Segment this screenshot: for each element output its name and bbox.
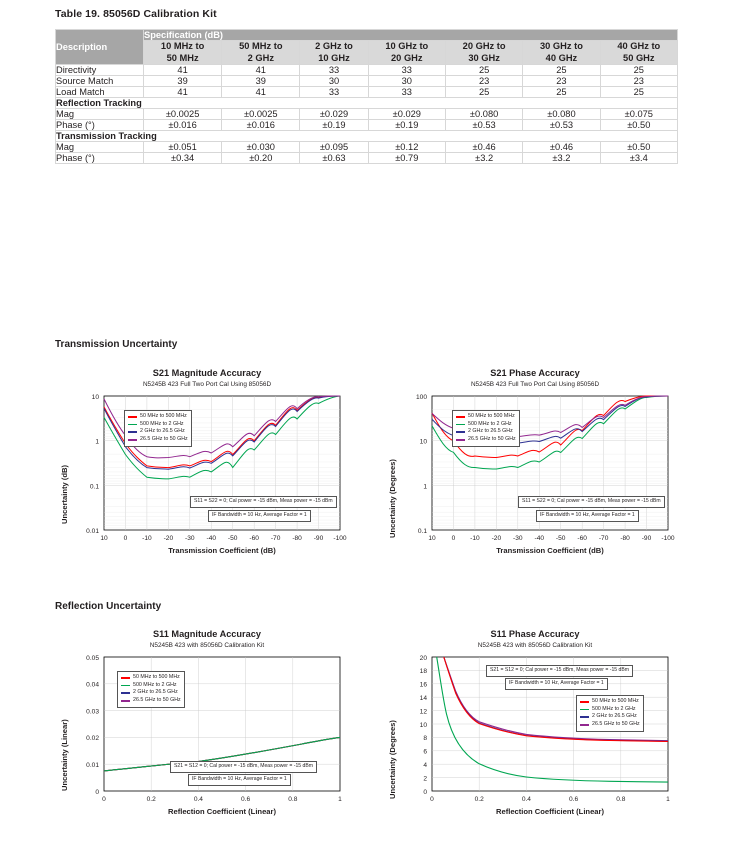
chart-annotation-1: S21 = S12 = 0; Cal power = -15 dBm, Meas power = -15 dBm bbox=[486, 665, 633, 677]
cell: ±0.080 bbox=[445, 109, 522, 120]
cell: 25 bbox=[600, 87, 677, 98]
cell: ±0.46 bbox=[445, 142, 522, 153]
cell: ±0.030 bbox=[222, 142, 300, 153]
svg-text:-50: -50 bbox=[555, 535, 566, 542]
legend-item bbox=[456, 436, 516, 444]
cell: 39 bbox=[144, 76, 222, 87]
legend-swatch-icon bbox=[128, 439, 137, 441]
table-row bbox=[56, 87, 678, 98]
svg-text:0.05: 0.05 bbox=[86, 655, 99, 662]
column-header-5-line1: 30 GHz to bbox=[540, 41, 583, 51]
chart-legend bbox=[576, 695, 644, 732]
legend-swatch-icon bbox=[580, 724, 589, 726]
chart-s11-magnitude bbox=[62, 629, 352, 816]
plot-area bbox=[62, 651, 352, 806]
svg-text:-30: -30 bbox=[185, 535, 195, 542]
svg-text:4: 4 bbox=[423, 762, 427, 769]
legend-swatch-icon bbox=[580, 716, 589, 718]
cell: ±0.0025 bbox=[144, 109, 222, 120]
legend-label: 2 GHz to 26.5 GHz bbox=[468, 428, 513, 435]
legend-swatch-icon bbox=[128, 431, 137, 433]
table-body bbox=[56, 65, 678, 164]
legend-swatch-icon bbox=[456, 431, 465, 433]
legend-label: 2 GHz to 26.5 GHz bbox=[133, 689, 178, 696]
legend-swatch-icon bbox=[121, 677, 130, 679]
table-header-row-2 bbox=[56, 41, 678, 65]
svg-text:1: 1 bbox=[95, 438, 99, 446]
legend-label: 26.5 GHz to 50 GHz bbox=[468, 436, 516, 443]
table-header-row-1 bbox=[56, 30, 678, 41]
legend-item bbox=[121, 697, 181, 705]
cell: ±0.016 bbox=[222, 120, 300, 131]
column-header-1-line1: 50 MHz to bbox=[239, 41, 283, 51]
cell: ±0.79 bbox=[368, 153, 445, 164]
header-specification: Specification (dB) bbox=[144, 30, 678, 41]
chart-annotation-1: S11 = S22 = 0; Cal power = -15 dBm, Meas power = -15 dBm bbox=[190, 496, 337, 508]
svg-text:10: 10 bbox=[419, 721, 427, 729]
column-header-6-line1: 40 GHz to bbox=[617, 41, 661, 51]
cell: ±0.0025 bbox=[222, 109, 300, 120]
chart-title: S21 Phase Accuracy bbox=[490, 368, 580, 378]
column-header-6 bbox=[600, 41, 677, 65]
legend-label: 50 MHz to 500 MHz bbox=[468, 413, 515, 419]
svg-text:0.2: 0.2 bbox=[474, 796, 484, 803]
svg-text:-90: -90 bbox=[313, 535, 324, 542]
svg-text:0.1: 0.1 bbox=[89, 483, 99, 491]
cell: 33 bbox=[300, 87, 368, 98]
svg-text:0.4: 0.4 bbox=[193, 796, 203, 803]
svg-text:-100: -100 bbox=[333, 535, 347, 542]
cell: ±0.075 bbox=[600, 109, 677, 120]
legend-swatch-icon bbox=[456, 416, 465, 418]
svg-text:10: 10 bbox=[419, 438, 427, 446]
svg-text:20: 20 bbox=[419, 655, 427, 662]
cell: ±0.19 bbox=[368, 120, 445, 131]
legend-swatch-icon bbox=[121, 685, 130, 687]
column-header-5 bbox=[523, 41, 600, 65]
legend-item bbox=[580, 721, 640, 729]
legend-label: 500 MHz to 2 GHz bbox=[592, 705, 636, 712]
svg-text:-50: -50 bbox=[227, 535, 238, 542]
chart-subtitle: N5245B 423 Full Two Port Cal Using 85056D bbox=[470, 381, 600, 388]
legend-item bbox=[128, 428, 188, 436]
column-header-6-line2: 50 GHz bbox=[623, 52, 655, 63]
svg-text:-70: -70 bbox=[270, 535, 281, 542]
chart-annotation-2: IF Bandwidth = 10 Hz, Average Factor = 1 bbox=[188, 774, 291, 786]
cell: 30 bbox=[368, 76, 445, 87]
cell: 33 bbox=[368, 65, 445, 76]
x-axis-label: Reflection Coefficient (Linear) bbox=[167, 807, 276, 816]
legend-swatch-icon bbox=[121, 692, 130, 694]
svg-text:10: 10 bbox=[428, 535, 436, 542]
legend-item bbox=[456, 421, 516, 429]
row-label: Phase (°) bbox=[56, 153, 144, 164]
table-row bbox=[56, 142, 678, 153]
table-row bbox=[56, 76, 678, 87]
chart-annotation-1: S21 = S12 = 0; Cal power = -15 dBm, Meas power = -15 dBm bbox=[170, 761, 317, 773]
cell: 23 bbox=[523, 76, 600, 87]
table-title: Table 19. 85056D Calibration Kit bbox=[55, 8, 217, 20]
svg-text:12: 12 bbox=[419, 708, 427, 716]
cell: 25 bbox=[600, 65, 677, 76]
svg-text:1: 1 bbox=[423, 483, 427, 491]
column-header-0-line2: 50 MHz bbox=[166, 52, 199, 63]
column-header-1 bbox=[222, 41, 300, 65]
chart-s21-phase bbox=[390, 368, 680, 555]
row-label: Source Match bbox=[56, 76, 144, 87]
column-header-0-line1: 10 MHz to bbox=[160, 41, 205, 51]
y-axis-label: Uncertainty (Linear) bbox=[60, 719, 69, 791]
y-axis-label: Uncertainty (Degrees) bbox=[388, 720, 397, 799]
legend-label: 50 MHz to 500 MHz bbox=[140, 413, 187, 419]
cell: 25 bbox=[523, 65, 600, 76]
svg-text:6: 6 bbox=[423, 748, 427, 756]
y-axis-label: Uncertainty (Degrees) bbox=[388, 459, 397, 538]
section-label: Transmission Tracking bbox=[56, 131, 678, 142]
legend-label: 500 MHz to 2 GHz bbox=[133, 681, 177, 688]
cell: ±0.50 bbox=[600, 120, 677, 131]
cell: 33 bbox=[300, 65, 368, 76]
legend-swatch-icon bbox=[128, 416, 137, 418]
cell: 33 bbox=[368, 87, 445, 98]
svg-text:18: 18 bbox=[419, 668, 427, 676]
svg-text:0.6: 0.6 bbox=[241, 796, 251, 803]
cell: ±0.63 bbox=[300, 153, 368, 164]
svg-text:-10: -10 bbox=[470, 535, 480, 542]
cell: ±0.029 bbox=[368, 109, 445, 120]
x-axis-label: Transmission Coefficient (dB) bbox=[168, 546, 276, 555]
chart-annotation-1: S11 = S22 = 0; Cal power = -15 dBm, Meas power = -15 dBm bbox=[518, 496, 665, 508]
column-header-4-line2: 30 GHz bbox=[468, 52, 500, 63]
plot-area bbox=[390, 651, 680, 806]
cell: 41 bbox=[144, 65, 222, 76]
legend-label: 26.5 GHz to 50 GHz bbox=[133, 697, 181, 704]
legend-item bbox=[128, 436, 188, 444]
svg-text:10: 10 bbox=[100, 535, 108, 542]
cell: 23 bbox=[600, 76, 677, 87]
cell: ±0.051 bbox=[144, 142, 222, 153]
row-label: Directivity bbox=[56, 65, 144, 76]
plot-svg bbox=[390, 390, 680, 545]
table-row bbox=[56, 153, 678, 164]
chart-subtitle: N5245B 423 with 85056D Calibration Kit bbox=[477, 642, 593, 649]
legend-label: 2 GHz to 26.5 GHz bbox=[592, 713, 637, 720]
svg-text:0.02: 0.02 bbox=[86, 735, 99, 743]
chart-subtitle: N5245B 423 with 85056D Calibration Kit bbox=[149, 642, 265, 649]
cell: ±3.2 bbox=[523, 153, 600, 164]
x-axis-label: Reflection Coefficient (Linear) bbox=[495, 807, 604, 816]
row-label: Mag bbox=[56, 109, 144, 120]
legend-label: 26.5 GHz to 50 GHz bbox=[592, 721, 640, 728]
row-label: Mag bbox=[56, 142, 144, 153]
chart-title: S11 Magnitude Accuracy bbox=[153, 629, 261, 639]
cell: 30 bbox=[300, 76, 368, 87]
svg-text:-20: -20 bbox=[491, 535, 502, 542]
legend-item bbox=[128, 421, 188, 429]
svg-text:1: 1 bbox=[338, 796, 342, 803]
svg-text:0.6: 0.6 bbox=[569, 796, 579, 803]
svg-text:100: 100 bbox=[415, 394, 427, 401]
cell: ±0.19 bbox=[300, 120, 368, 131]
svg-text:14: 14 bbox=[419, 695, 427, 702]
svg-text:1: 1 bbox=[666, 796, 670, 803]
column-header-2-line1: 2 GHz to bbox=[315, 41, 353, 51]
cell: 23 bbox=[445, 76, 522, 87]
cell: ±3.4 bbox=[600, 153, 677, 164]
plot-area bbox=[62, 390, 352, 545]
cell: 25 bbox=[445, 65, 522, 76]
table-head bbox=[56, 30, 678, 65]
legend-label: 26.5 GHz to 50 GHz bbox=[140, 436, 188, 443]
legend-item bbox=[128, 413, 188, 421]
cell: ±0.080 bbox=[523, 109, 600, 120]
svg-text:8: 8 bbox=[423, 735, 427, 743]
chart-annotation-2: IF Bandwidth = 10 Hz, Average Factor = 1 bbox=[536, 510, 639, 522]
legend-item bbox=[456, 413, 516, 421]
svg-text:0.01: 0.01 bbox=[86, 762, 99, 769]
legend-swatch-icon bbox=[121, 700, 130, 702]
header-description: Description bbox=[56, 30, 144, 65]
svg-text:0: 0 bbox=[451, 535, 456, 542]
column-header-4 bbox=[445, 41, 522, 65]
reflection-uncertainty-heading: Reflection Uncertainty bbox=[55, 601, 162, 612]
cell: ±0.029 bbox=[300, 109, 368, 120]
svg-text:-40: -40 bbox=[206, 535, 217, 542]
table-section-row bbox=[56, 98, 678, 109]
chart-title: S11 Phase Accuracy bbox=[490, 629, 580, 639]
svg-text:-40: -40 bbox=[534, 535, 545, 542]
legend-swatch-icon bbox=[580, 709, 589, 711]
svg-text:-60: -60 bbox=[577, 535, 587, 542]
table-row bbox=[56, 65, 678, 76]
calibration-kit-table bbox=[55, 29, 678, 164]
legend-label: 50 MHz to 500 MHz bbox=[592, 698, 639, 704]
cell: ±0.53 bbox=[445, 120, 522, 131]
column-header-3 bbox=[368, 41, 445, 65]
legend-swatch-icon bbox=[456, 439, 465, 441]
svg-text:0: 0 bbox=[423, 789, 427, 796]
legend-swatch-icon bbox=[580, 701, 589, 703]
legend-item bbox=[121, 689, 181, 697]
svg-text:16: 16 bbox=[419, 681, 427, 689]
svg-text:0.04: 0.04 bbox=[86, 681, 99, 689]
legend-item bbox=[121, 674, 181, 682]
svg-text:0.8: 0.8 bbox=[288, 796, 298, 803]
svg-text:-20: -20 bbox=[163, 535, 174, 542]
y-axis-label: Uncertainty (dB) bbox=[60, 464, 69, 524]
chart-title: S21 Magnitude Accuracy bbox=[152, 368, 262, 378]
legend-item bbox=[580, 706, 640, 714]
section-label: Reflection Tracking bbox=[56, 98, 678, 109]
legend-label: 2 GHz to 26.5 GHz bbox=[140, 428, 185, 435]
cell: 25 bbox=[523, 87, 600, 98]
cell: ±0.12 bbox=[368, 142, 445, 153]
chart-s11-phase bbox=[390, 629, 680, 816]
svg-text:-70: -70 bbox=[598, 535, 609, 542]
svg-text:0.2: 0.2 bbox=[146, 796, 156, 803]
column-header-2 bbox=[300, 41, 368, 65]
table-row bbox=[56, 109, 678, 120]
svg-text:0: 0 bbox=[430, 796, 434, 803]
chart-legend bbox=[117, 671, 185, 708]
cell: ±0.53 bbox=[523, 120, 600, 131]
column-header-5-line2: 40 GHz bbox=[545, 52, 578, 63]
legend-item bbox=[456, 428, 516, 436]
row-label: Load Match bbox=[56, 87, 144, 98]
column-header-1-line2: 2 GHz bbox=[247, 52, 274, 63]
legend-swatch-icon bbox=[456, 424, 465, 426]
legend-label: 500 MHz to 2 GHz bbox=[140, 420, 184, 427]
legend-label: 500 MHz to 2 GHz bbox=[468, 420, 512, 427]
svg-text:-80: -80 bbox=[292, 535, 302, 542]
svg-text:0: 0 bbox=[95, 789, 99, 796]
svg-text:0: 0 bbox=[102, 796, 106, 803]
legend-item bbox=[121, 682, 181, 690]
svg-text:-10: -10 bbox=[142, 535, 152, 542]
x-axis-label: Transmission Coefficient (dB) bbox=[496, 546, 604, 555]
cell: 25 bbox=[445, 87, 522, 98]
row-label: Phase (°) bbox=[56, 120, 144, 131]
cell: ±0.095 bbox=[300, 142, 368, 153]
chart-legend bbox=[452, 410, 520, 447]
column-header-3-line1: 10 GHz to bbox=[385, 41, 429, 51]
cell: ±0.46 bbox=[523, 142, 600, 153]
chart-annotation-2: IF Bandwidth = 10 Hz, Average Factor = 1 bbox=[505, 678, 608, 690]
svg-text:0: 0 bbox=[123, 535, 128, 542]
column-header-0 bbox=[144, 41, 222, 65]
chart-legend bbox=[124, 410, 192, 447]
column-header-2-line2: 10 GHz bbox=[318, 52, 350, 63]
legend-swatch-icon bbox=[128, 424, 137, 426]
svg-text:0.03: 0.03 bbox=[86, 708, 99, 716]
svg-text:-90: -90 bbox=[641, 535, 652, 542]
legend-label: 50 MHz to 500 MHz bbox=[133, 674, 180, 680]
svg-text:0.8: 0.8 bbox=[616, 796, 626, 803]
svg-text:0.01: 0.01 bbox=[86, 528, 99, 535]
cell: ±0.016 bbox=[144, 120, 222, 131]
cell: 41 bbox=[144, 87, 222, 98]
svg-text:-60: -60 bbox=[249, 535, 259, 542]
svg-text:-80: -80 bbox=[620, 535, 630, 542]
column-header-4-line1: 20 GHz to bbox=[462, 41, 506, 51]
legend-item bbox=[580, 698, 640, 706]
legend-item bbox=[580, 713, 640, 721]
table-section-row bbox=[56, 131, 678, 142]
svg-text:0.1: 0.1 bbox=[417, 528, 427, 535]
transmission-uncertainty-heading: Transmission Uncertainty bbox=[55, 339, 178, 350]
cell: 39 bbox=[222, 76, 300, 87]
cell: ±0.34 bbox=[144, 153, 222, 164]
svg-text:0.4: 0.4 bbox=[521, 796, 531, 803]
svg-text:-30: -30 bbox=[513, 535, 523, 542]
chart-s21-magnitude bbox=[62, 368, 352, 555]
svg-text:10: 10 bbox=[91, 394, 99, 401]
cell: ±3.2 bbox=[445, 153, 522, 164]
column-header-3-line2: 20 GHz bbox=[391, 52, 423, 63]
chart-subtitle: N5245B 423 Full Two Port Cal Using 85056D bbox=[142, 381, 272, 388]
plot-area bbox=[390, 390, 680, 545]
svg-text:-100: -100 bbox=[661, 535, 675, 542]
plot-svg bbox=[62, 390, 352, 545]
chart-annotation-2: IF Bandwidth = 10 Hz, Average Factor = 1 bbox=[208, 510, 311, 522]
table-row bbox=[56, 120, 678, 131]
cell: ±0.20 bbox=[222, 153, 300, 164]
svg-text:2: 2 bbox=[423, 775, 427, 783]
cell: 41 bbox=[222, 87, 300, 98]
cell: 41 bbox=[222, 65, 300, 76]
cell: ±0.50 bbox=[600, 142, 677, 153]
